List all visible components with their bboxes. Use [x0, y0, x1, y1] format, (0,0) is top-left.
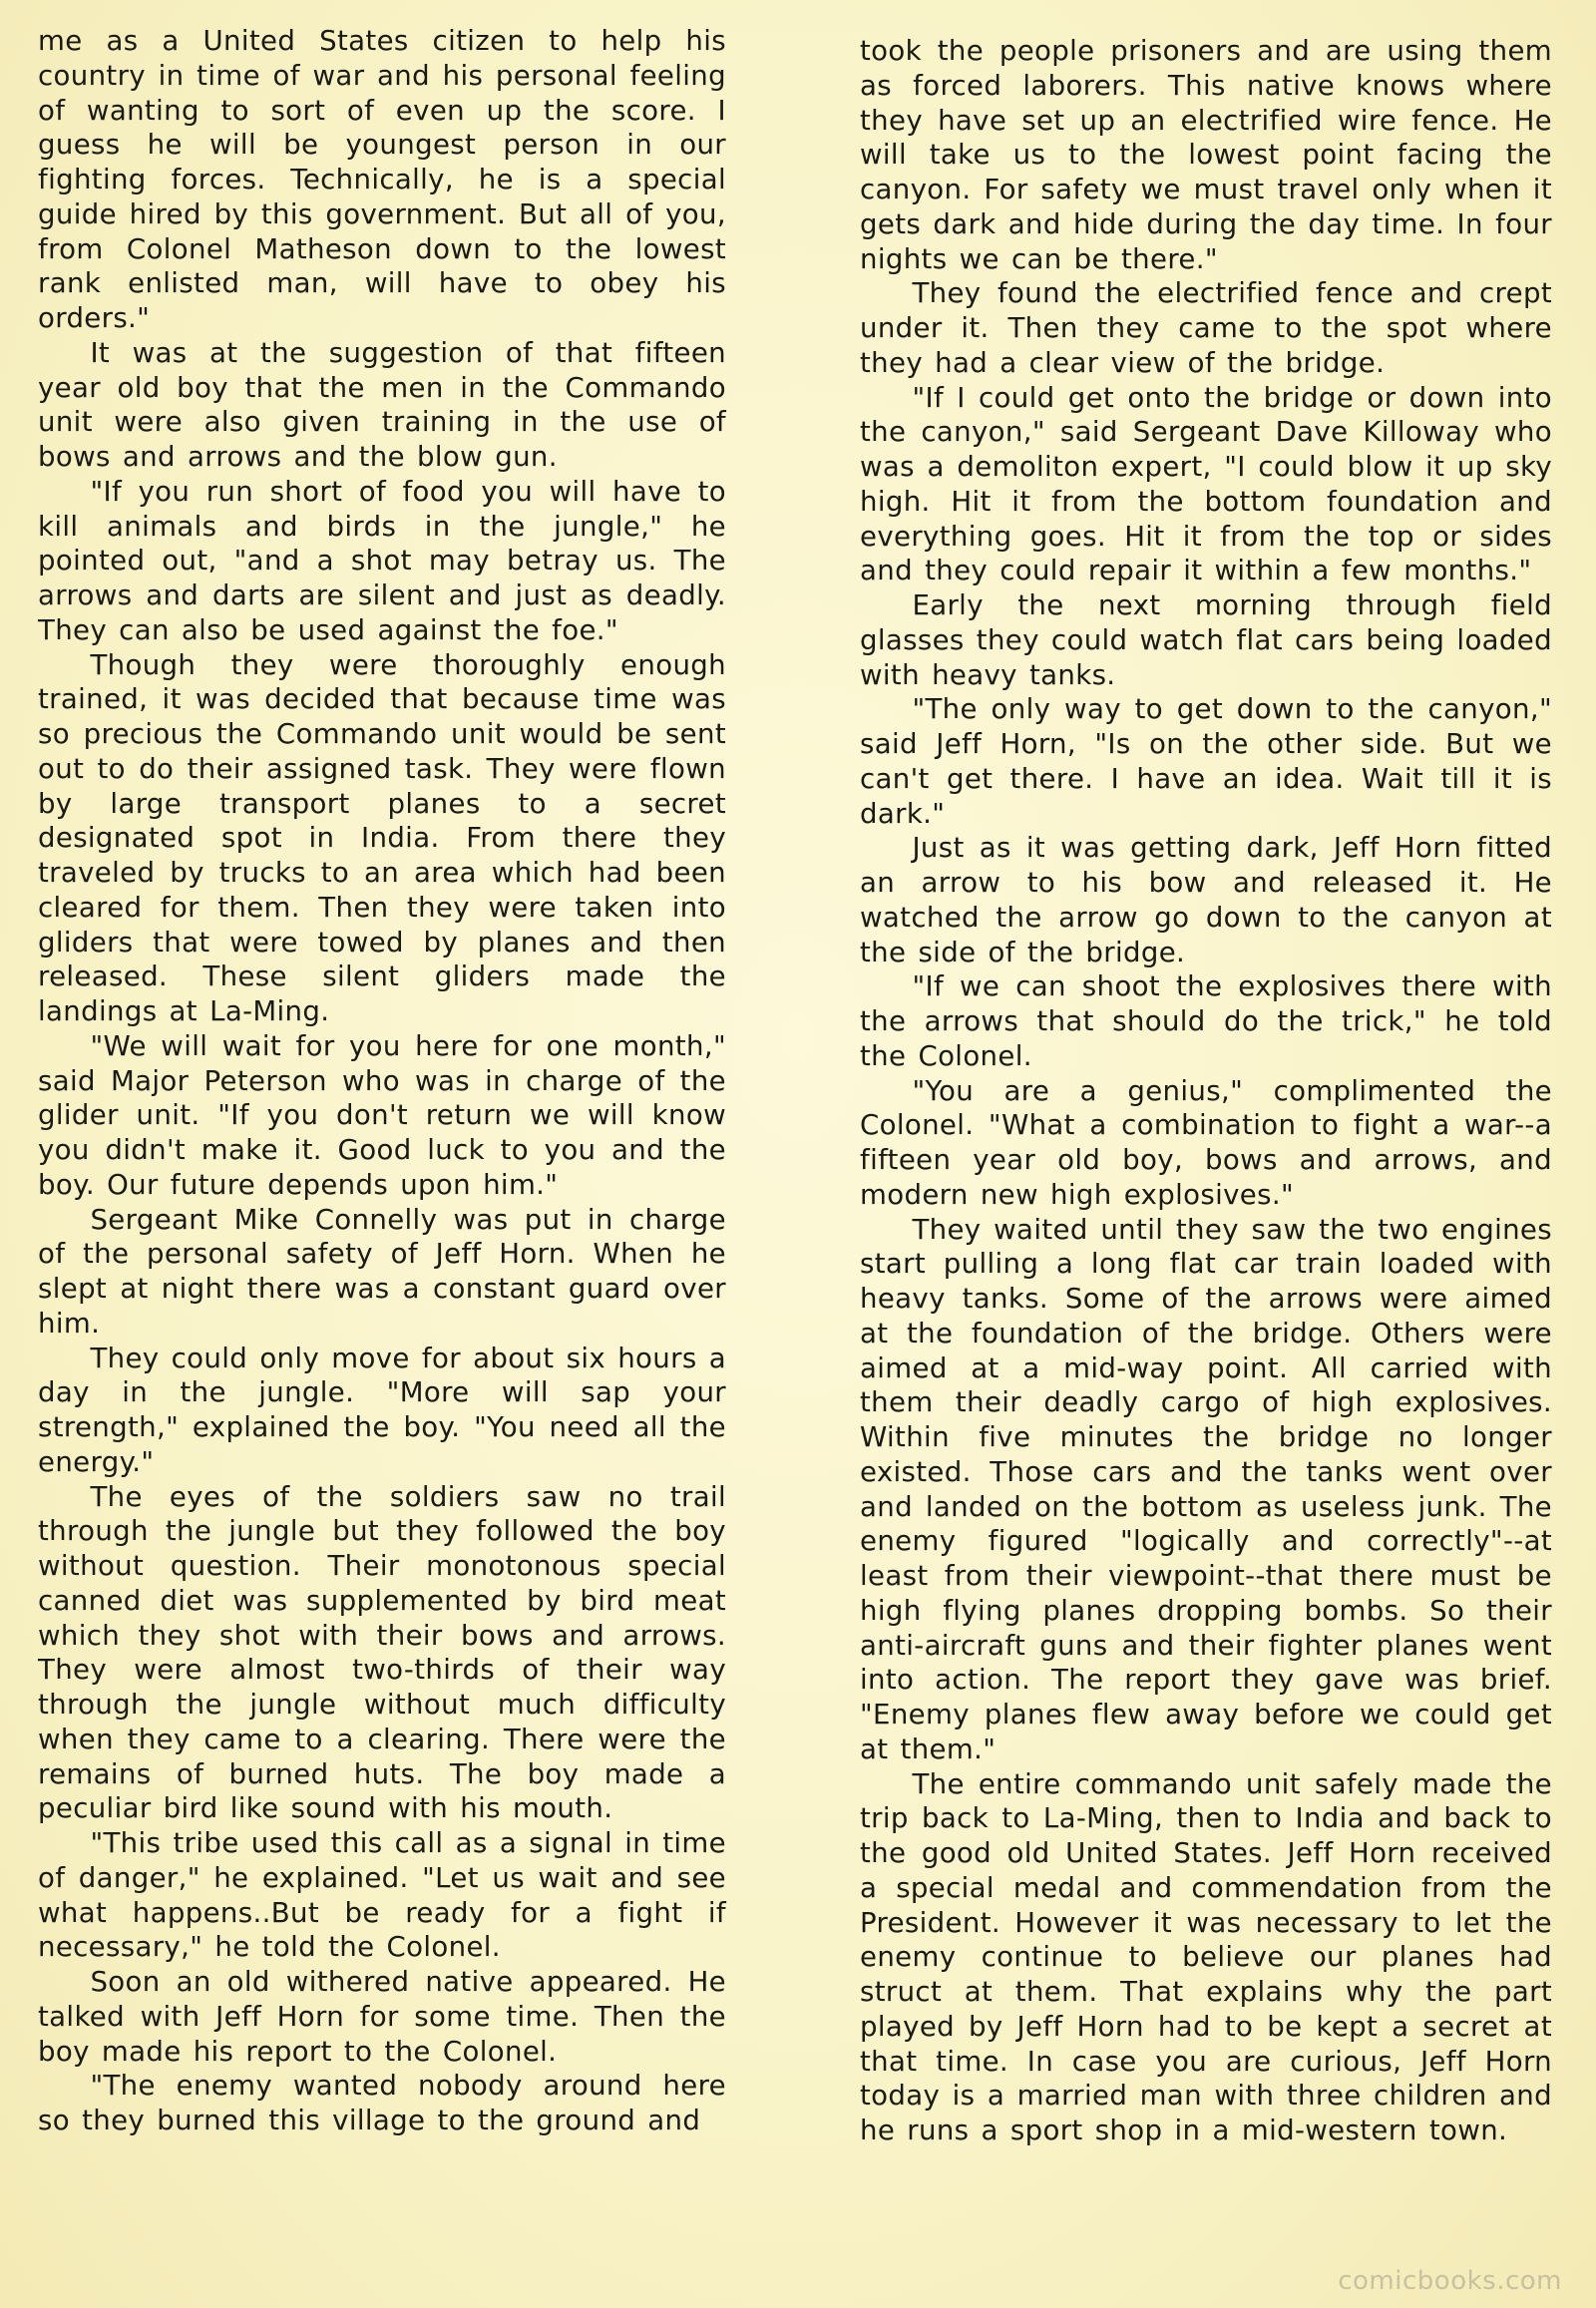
- text-column-left: [38, 24, 726, 2138]
- paragraph: The entire commando unit safely made the trip back to La-Ming, then to India and back to the good old United States. Jeff Horn received a special medal and commendation from the President. However it was necessary to let the enemy continue to believe our planes had struct at them. That explains why the part played by Jeff Horn had to be kept a secret at that time. In case you are curious, Jeff Horn today is a married man with three children and he runs a sport shop in a mid-western town.: [860, 1766, 1552, 2146]
- paragraph: Sergeant Mike Connelly was put in charge of the personal safety of Jeff Horn. When he slept at night there was a constant guard over him.: [38, 1202, 726, 1340]
- paragraph: "If you run short of food you will have to kill animals and birds in the jungle," he pointed out, "and a shot may betray us. The arrows and darts are silent and just as deadly. They can also be used against the foe.": [38, 474, 726, 646]
- paragraph: took the people prisoners and are using them as forced laborers. This native knows where they have set up an electrified wire fence. He will take us to the lowest point facing the canyon. For safety we must travel only when it gets dark and hide during the day time. In four nights we can be there.": [860, 34, 1552, 275]
- paragraph: "If we can shoot the explosives there with the arrows that should do the trick," he told the Colonel.: [860, 969, 1552, 1072]
- paragraph: Early the next morning through field glasses they could watch flat cars being loaded with heavy tanks.: [860, 588, 1552, 691]
- paragraph: It was at the suggestion of that fifteen year old boy that the men in the Commando unit were also given training in the use of bows and arrows and the blow gun.: [38, 335, 726, 473]
- paragraph: "You are a genius," complimented the Colonel. "What a combination to fight a war--a fifteen year old boy, bows and arrows, and modern new high explosives.": [860, 1073, 1552, 1211]
- paragraph: The eyes of the soldiers saw no trail through the jungle but they followed the boy without question. Their monotonous special canned diet was supplemented by bird meat which they shot with their bows and arrows. They were almost two-thirds of their way through the jungle without much difficulty when they came to a clearing. There were the remains of burned huts. The boy made a peculiar bird like sound with his mouth.: [38, 1479, 726, 1825]
- watermark: comicbooks.com: [1338, 2266, 1562, 2296]
- paragraph: Though they were thoroughly enough trained, it was decided that because time was so precious the Commando unit would be sent out to do their assigned task. They were flown by large transport planes to a secret designated spot in India. From there they traveled by trucks to an area which had been cleared for them. Then they were taken into gliders that were towed by planes and then released. These silent gliders made the landings at La-Ming.: [38, 647, 726, 1027]
- paragraph: Soon an old withered native appeared. He talked with Jeff Horn for some time. Then the boy made his report to the Colonel.: [38, 1965, 726, 2068]
- paragraph: Just as it was getting dark, Jeff Horn fitted an arrow to his bow and released it. He watched the arrow go down to the canyon at the side of the bridge.: [860, 831, 1552, 968]
- paragraph: They waited until they saw the two engines start pulling a long flat car train loaded with heavy tanks. Some of the arrows were aimed at the foundation of the bridge. Others were aimed at a mid-way point. All carried with them their deadly cargo of high explosives. Within five minutes the bridge no longer existed. Those cars and the tanks went over and landed on the bottom as useless junk. The enemy figured "logically and correctly"--at least from their viewpoint--that there must be high flying planes dropping bombs. So their anti-aircraft guns and their fighter planes went into action. The report they gave was brief. "Enemy planes flew away before we could get at them.": [860, 1212, 1552, 1765]
- paragraph: "If I could get onto the bridge or down into the canyon," said Sergeant Dave Killoway who was a demoliton expert, "I could blow it up sky high. Hit it from the bottom foundation and everything goes. Hit it from the top or sides and they could repair it within a few months.": [860, 380, 1552, 587]
- paragraph: They found the electrified fence and crept under it. Then they came to the spot where they had a clear view of the bridge.: [860, 276, 1552, 379]
- paragraph: "The enemy wanted nobody around here so they burned this village to the ground and: [38, 2069, 726, 2136]
- text-column-right: [860, 34, 1552, 2148]
- paragraph: me as a United States citizen to help his country in time of war and his personal feeling of wanting to sort of even up the score. I guess he will be youngest person in our fighting forces. Technically, he is a special guide hired by this government. But all of you, from Colonel Matheson down to the lowest rank enlisted man, will have to obey his orders.": [38, 24, 726, 334]
- paragraph: "We will wait for you here for one month," said Major Peterson who was in charge of the glider unit. "If you don't return we will know you didn't make it. Good luck to you and the boy. Our future depends upon him.": [38, 1028, 726, 1201]
- paragraph: "The only way to get down to the canyon," said Jeff Horn, "Is on the other side. But we can't get there. I have an idea. Wait till it is dark.": [860, 692, 1552, 830]
- paragraph: They could only move for about six hours a day in the jungle. "More will sap your strength," explained the boy. "You need all the energy.": [38, 1341, 726, 1478]
- paragraph: "This tribe used this call as a signal in time of danger," he explained. "Let us wait and see what happens..But be ready for a fight if necessary," he told the Colonel.: [38, 1826, 726, 1964]
